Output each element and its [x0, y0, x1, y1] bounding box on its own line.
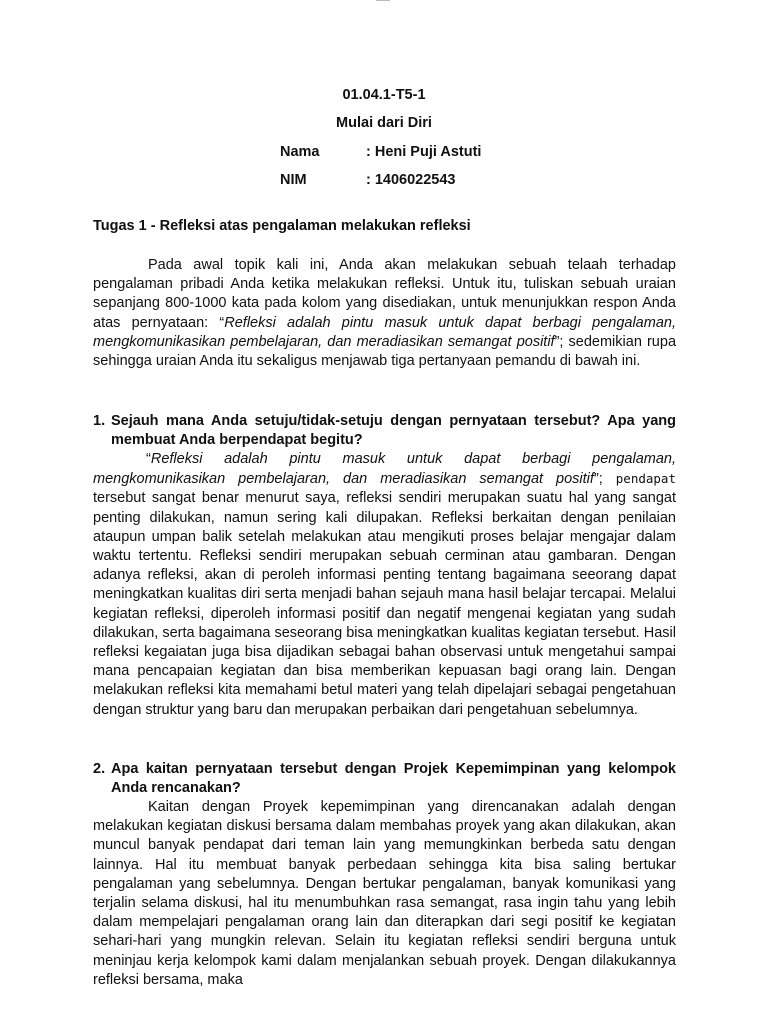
intro-text-end: ”; sedemikian rupa sehingga uraian Anda itu sekaligus menjawab tiga pertanyaan pemandu di bawah ini.	[93, 333, 677, 370]
name-label: Nama	[280, 144, 320, 160]
question-1-number: 1.	[93, 413, 106, 429]
document-title: Mulai dari Diri	[336, 115, 432, 131]
answer-1-text: tersebut sangat benar menurut saya, refleksi sendiri merupakan suatu hal yang sangat penting dilakukan, namun sering kali dilupakan. Refleksi berkaitan dengan penilaian ataupun umpan balik setelah melakukan atau mengikuti proses belajar mengajar dalam waktu tertentu. Refleksi sendiri merupakan sebuah cerminan atau gambaran. Dengan adanya refleksi, akan di peroleh informasi penting tentang bagaimana seeorang dapat meningkatkan kualitas diri serta menjadi bahan sejauh mana hasil belajar tercapai. Melalui kegiatan refleksi, diperoleh informasi positif dan negatif mengenai kegiatan yang sudah dilakukan, serta bagaimana seseorang bisa meningkatkan kualitas kegiatan tersebut. Hasil refleksi kegaiatan juga bisa dijadikan sebagai bahan observasi untuk mengetahui sampai mana pencapaian kegiatan dan bisa memberikan kepuasan bagi orang lain. Dengan melakukan refleksi kita memahami betul materi yang telah dipelajari sebagai pengetahuan dengan struktur yang baru dan merupakan perbaikan dari pengetahuan sebelumnya.	[93, 490, 676, 718]
question-1	[93, 412, 676, 450]
nim-value: : 1406022543	[366, 172, 456, 188]
answer-1-close: ”;	[593, 471, 616, 488]
nim-label: NIM	[280, 172, 307, 188]
question-2	[93, 760, 676, 798]
answer-1-word: pendapat	[615, 471, 676, 487]
answer-2: Kaitan dengan Proyek kepemimpinan yang direncanakan adalah dengan melakukan kegiatan diskusi bersama dalam membahas proyek yang akan dilakukan, akan muncul banyak pendapat dari teman lain yang memungkinkan berbeda satu dengan lainnya. Hal itu membuat banyak perbedaan sehingga kita bisa saling bertukar pengalaman yang sebelumnya. Dengan bertukar pengalaman, banyak komunikasi yang terjalin selama diskusi, hal itu menumbuhkan rasa semangat, rasa ingin tahu yang lebih dalam mempelajari pengalaman orang lain dan diterapkan dari segi positif ke kegiatan sehari-hari yang mungkin relevan. Selain itu kegiatan refleksi sendiri berguna untuk meninjau kerja kelompok kami dalam menjalankan sebuah proyek. Dengan dilakukannya refleksi bersama, maka	[93, 799, 676, 988]
answer-1-open: “	[146, 451, 151, 467]
top-mark	[376, 0, 390, 1]
question-2-number: 2.	[93, 761, 106, 777]
question-1-text: Sejauh mana Anda setuju/tidak-setuju dengan pernyataan tersebut? Apa yang membuat Anda berpendapat begitu?	[111, 413, 676, 449]
question-2-text: Apa kaitan pernyataan tersebut dengan Projek Kepemimpinan yang kelompok Anda rencanakan?	[111, 761, 676, 797]
intro-text: Pada awal topik kali ini, Anda akan melakukan sebuah telaah terhadap pengalaman pribadi Anda ketika melakukan refleksi. Untuk itu, tuliskan sebuah uraian sepanjang 800-1000 kata pada kolom yang disediakan, untuk menunjukkan respon Anda atas pernyataan: “	[93, 257, 676, 331]
task-heading: Tugas 1 - Refleksi atas pengalaman melakukan refleksi	[93, 218, 471, 234]
intro-paragraph	[93, 256, 676, 371]
answer-1-quote: Refleksi adalah pintu masuk untuk dapat berbagi pengalaman, mengkomunikasikan pembelajaran, dan meradiasikan semangat positif	[93, 451, 676, 488]
answer-1	[93, 450, 676, 720]
document-code: 01.04.1-T5-1	[342, 87, 426, 103]
name-value: : Heni Puji Astuti	[366, 144, 482, 160]
intro-quote: Refleksi adalah pintu masuk untuk dapat berbagi pengalaman, mengkomunikasikan pembelajaran, dan meradiasikan semangat positif	[93, 314, 676, 350]
